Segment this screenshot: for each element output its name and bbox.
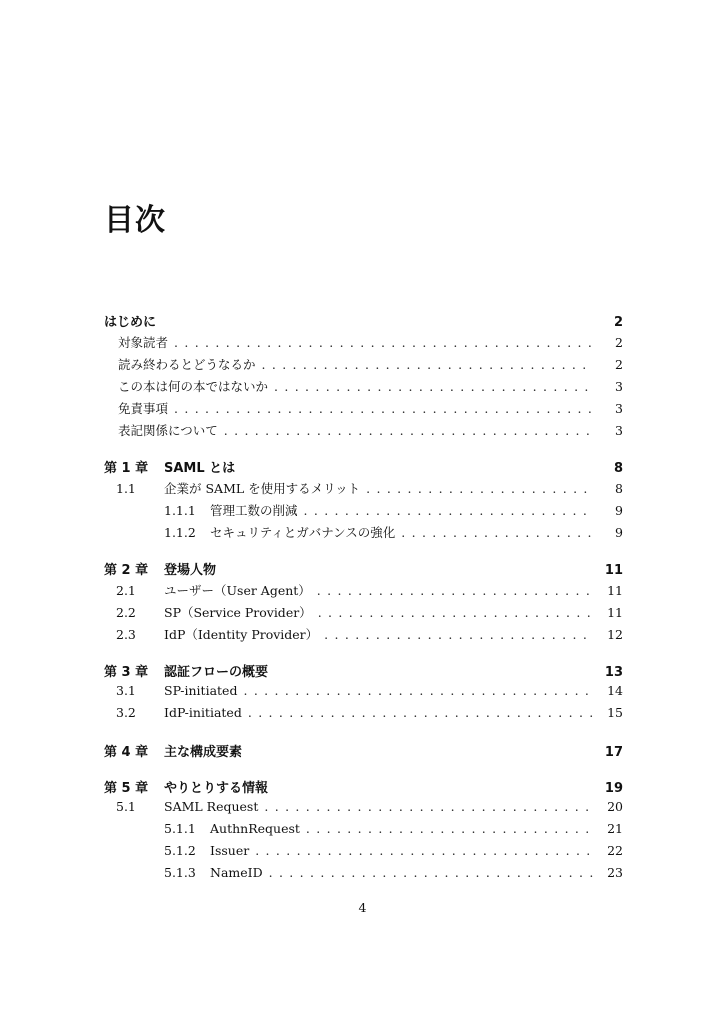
toc-entry-page: 3 [615,379,623,394]
toc-entry-outcome[interactable] [104,355,623,377]
toc-entry-page: 2 [615,357,623,372]
dot-leader [248,705,593,720]
toc-subsection-5-1-1[interactable] [104,821,623,843]
toc-entry-label: AuthnRequest [210,821,300,836]
dot-leader [255,843,593,858]
section-number: 2.3 [116,627,136,642]
table-of-contents [104,311,623,887]
toc-entry-page: 11 [607,583,623,598]
chapter-number: 第 5 章 [104,781,149,796]
toc-subsection-5-1-3[interactable] [104,865,623,887]
dot-leader [274,379,593,394]
toc-entry-page: 20 [607,799,623,814]
toc-entry-page: 9 [615,525,623,540]
toc-entry-page: 11 [607,605,623,620]
toc-entry-label: 対象読者 [118,335,169,350]
toc-entry-page: 8 [613,461,623,476]
dot-leader [264,799,593,814]
subsection-number: 5.1.2 [164,843,196,858]
toc-entry-page: 14 [607,683,623,698]
section-number: 1.1 [116,481,136,496]
toc-section-5-1[interactable] [104,799,623,821]
toc-entry-label: はじめに [104,315,157,330]
toc-entry-page: 13 [604,665,623,680]
toc-entry-label: やりとりする情報 [164,781,269,796]
toc-section-2-3[interactable] [104,625,623,647]
subsection-number: 1.1.1 [164,503,196,518]
toc-entry-page: 15 [607,705,623,720]
toc-section-1-1[interactable] [104,479,623,501]
dot-leader [306,821,593,836]
toc-entry-page: 21 [607,821,623,836]
section-number: 2.2 [116,605,136,620]
toc-entry-page: 12 [607,627,623,642]
section-number: 3.2 [116,705,136,720]
toc-entry-label: 管理工数の削減 [210,503,298,518]
toc-subsection-1-1-1[interactable] [104,501,623,523]
toc-entry-label: IdP（Identity Provider） [164,627,319,642]
toc-entry-page: 2 [613,315,623,330]
toc-entry-disclaimer[interactable] [104,399,623,421]
toc-entry-label: SP（Service Provider） [164,605,312,620]
section-number: 5.1 [116,799,136,814]
toc-entry-page: 19 [604,781,623,796]
toc-entry-page: 17 [604,745,623,760]
toc-entry-label: SP-initiated [164,683,238,698]
dot-leader [324,627,593,642]
dot-leader [318,605,593,620]
dot-leader [174,335,593,350]
toc-entry-label: 読み終わるとどうなるか [118,357,256,372]
toc-entry-label: ユーザー（User Agent） [164,583,311,598]
subsection-number: 5.1.3 [164,865,196,880]
dot-leader [224,423,593,438]
toc-section-2-2[interactable] [104,603,623,625]
dot-leader [366,481,593,496]
dot-leader [317,583,593,598]
toc-section-3-1[interactable] [104,683,623,705]
chapter-number: 第 3 章 [104,665,149,680]
toc-section-2-1[interactable] [104,581,623,603]
toc-entry-page: 8 [615,481,623,496]
toc-entry-label: セキュリティとガバナンスの強化 [210,525,396,540]
footer-page-number: 4 [358,900,367,915]
toc-entry-label: 表記関係について [118,423,218,438]
toc-entry-page: 9 [615,503,623,518]
chapter-number: 第 1 章 [104,461,149,476]
dot-leader [401,525,593,540]
subsection-number: 5.1.1 [164,821,196,836]
toc-entry-label: 登場人物 [164,563,217,578]
toc-entry-target-readers[interactable] [104,333,623,355]
toc-entry-page: 11 [604,563,623,578]
section-number: 3.1 [116,683,136,698]
toc-entry-notation[interactable] [104,421,623,443]
dot-leader [304,503,593,518]
toc-entry-page: 23 [607,865,623,880]
toc-title: 目次 [104,203,166,238]
toc-chapter-5[interactable] [104,777,623,799]
toc-entry-not-about[interactable] [104,377,623,399]
toc-chapter-1[interactable] [104,457,623,479]
dot-leader [174,401,593,416]
toc-entry-page: 3 [615,401,623,416]
toc-entry-page: 3 [615,423,623,438]
toc-entry-label: この本は何の本ではないか [118,379,269,394]
toc-subsection-5-1-2[interactable] [104,843,623,865]
dot-leader [262,357,593,372]
toc-entry-label: 企業が SAML を使用するメリット [164,481,361,496]
toc-entry-label: SAML Request [164,799,259,814]
chapter-number: 第 2 章 [104,563,149,578]
dot-leader [269,865,593,880]
toc-entry-page: 2 [615,335,623,350]
chapter-number: 第 4 章 [104,745,149,760]
toc-section-3-2[interactable] [104,705,623,727]
toc-subsection-1-1-2[interactable] [104,523,623,545]
toc-entry-label: Issuer [210,843,250,858]
subsection-number: 1.1.2 [164,525,196,540]
toc-entry-label: SAML とは [164,461,236,476]
toc-entry-label: 免責事項 [118,401,169,416]
toc-entry-label: 主な構成要素 [164,745,243,760]
toc-entry-preface[interactable] [104,311,623,333]
toc-chapter-4[interactable] [104,741,623,763]
toc-entry-page: 22 [607,843,623,858]
toc-entry-label: 認証フローの概要 [164,665,269,680]
toc-entry-label: NameID [210,865,263,880]
dot-leader [243,683,593,698]
toc-chapter-3[interactable] [104,661,623,683]
toc-entry-label: IdP-initiated [164,705,242,720]
toc-chapter-2[interactable] [104,559,623,581]
section-number: 2.1 [116,583,136,598]
